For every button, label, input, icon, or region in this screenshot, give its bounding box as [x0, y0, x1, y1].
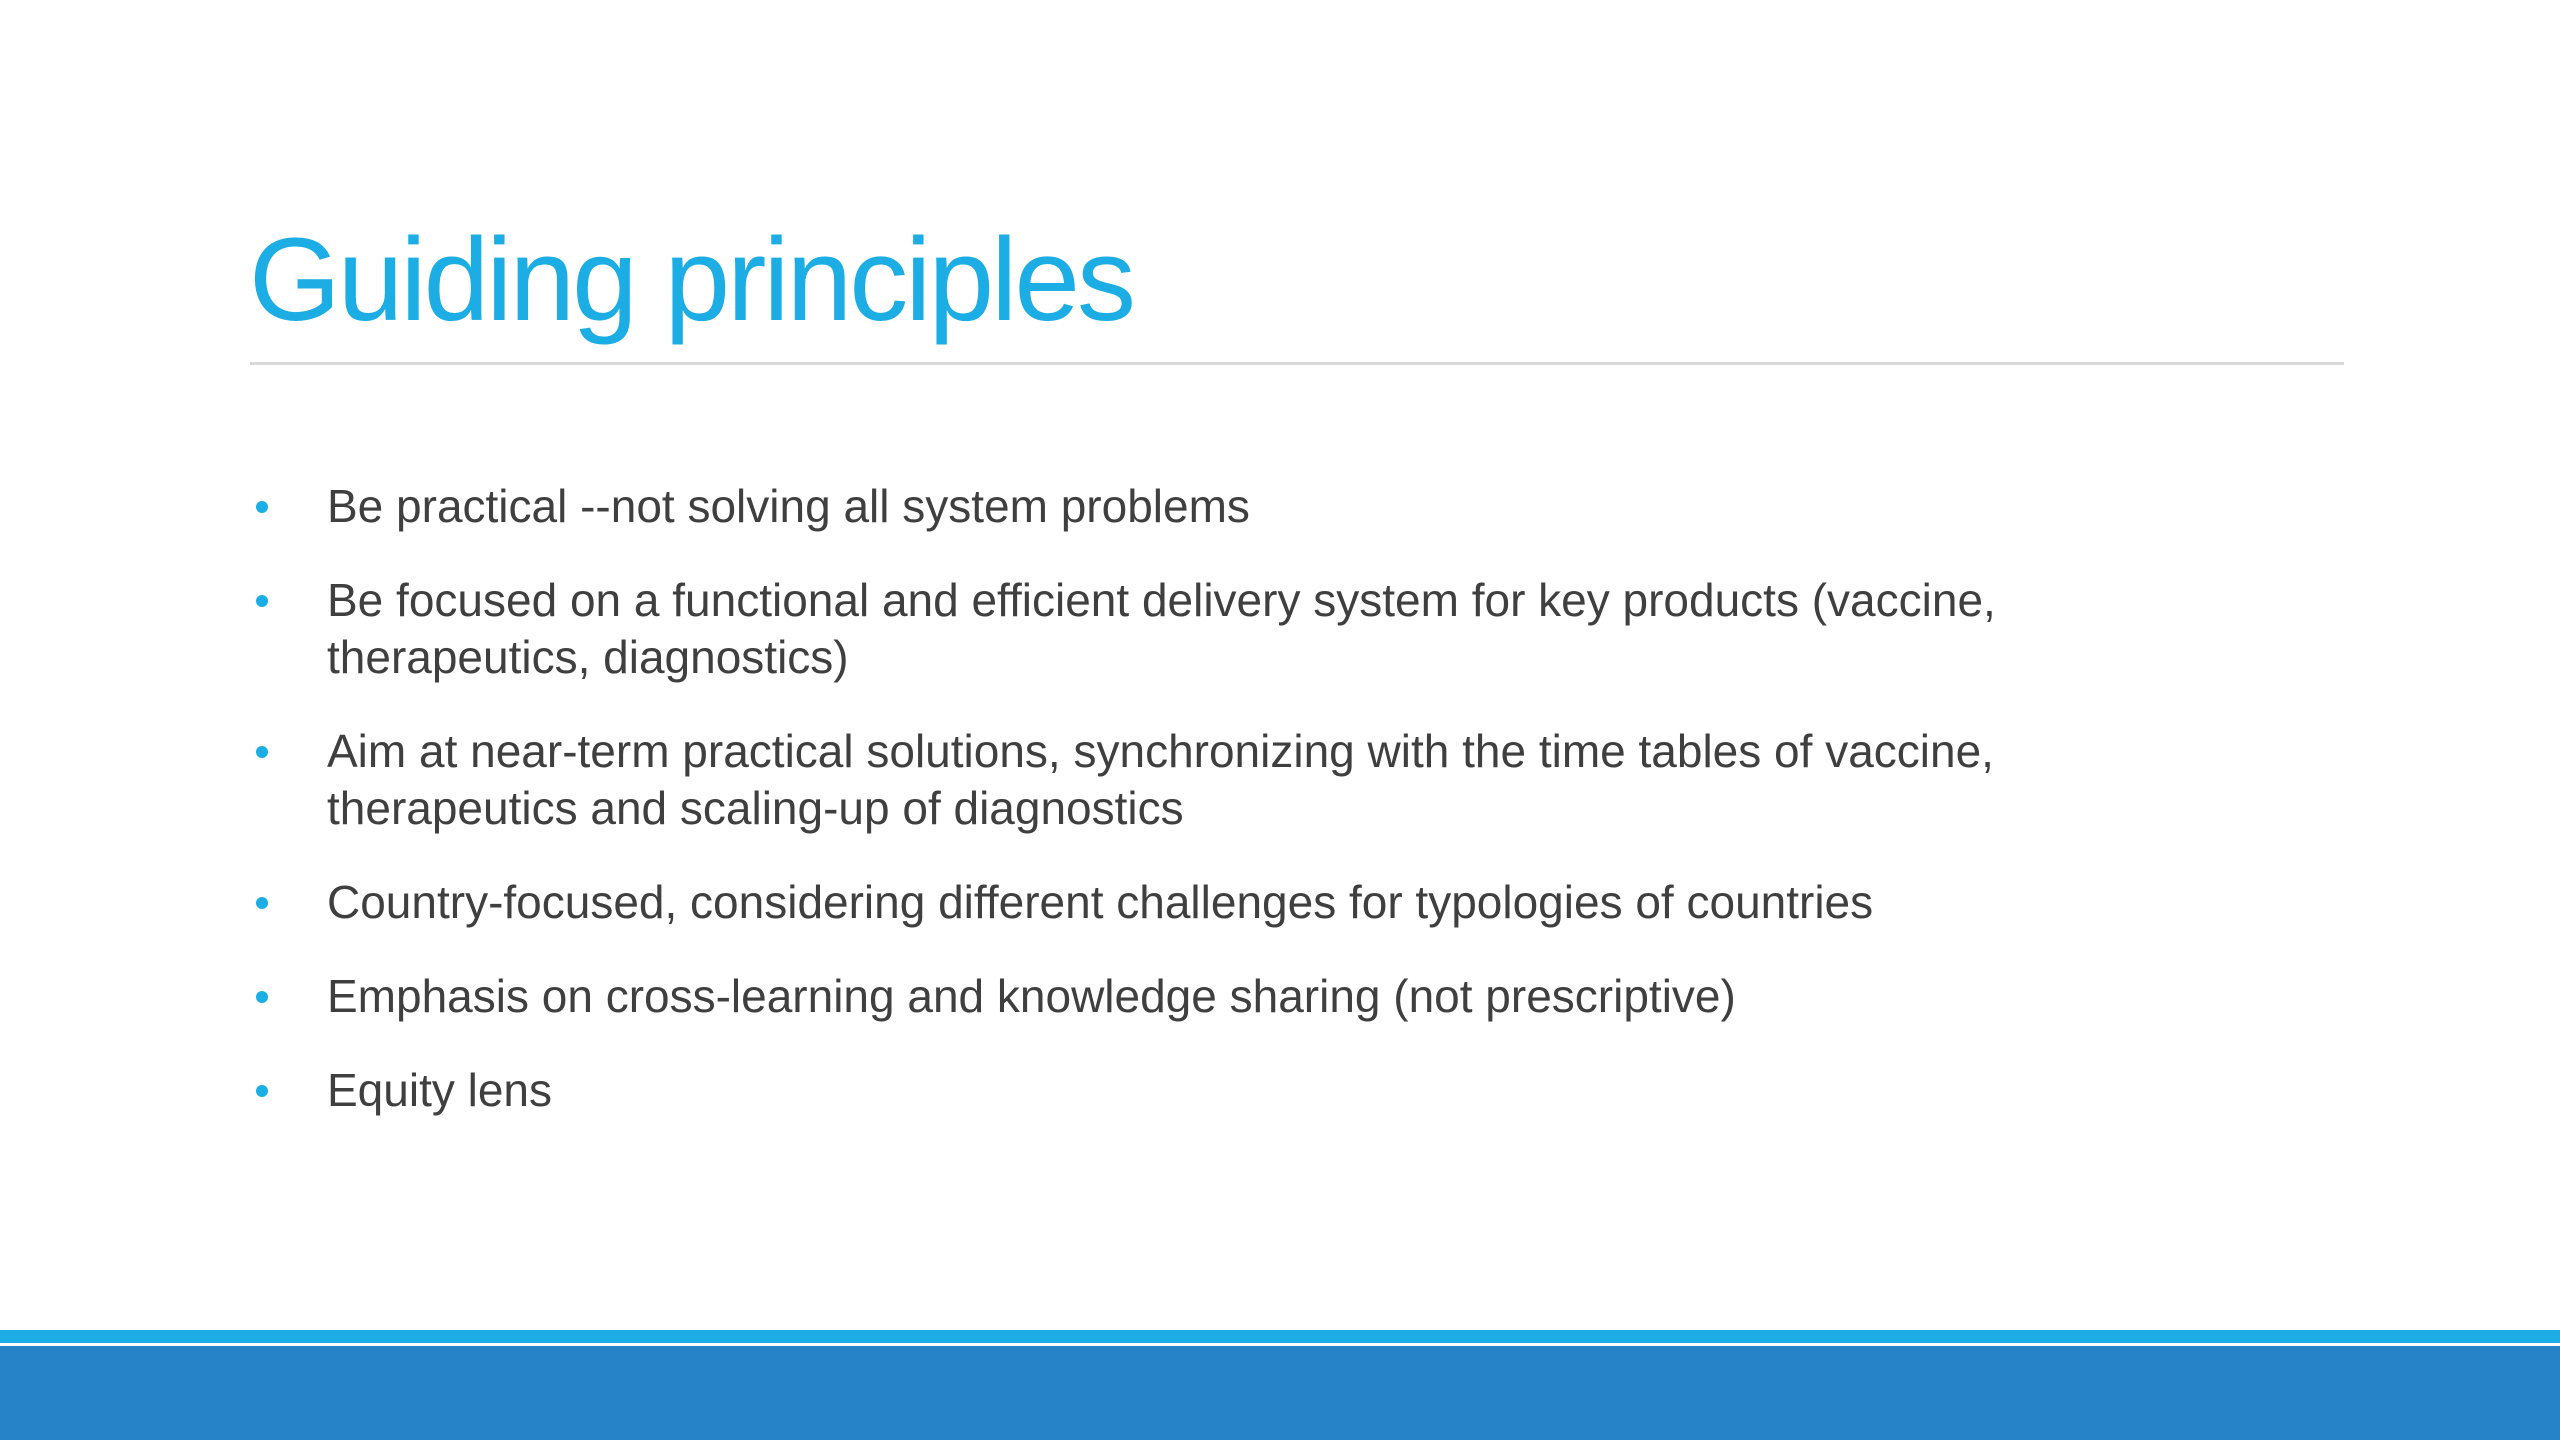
bullet-text: Be focused on a functional and efficient delivery system for key products (vaccine, therapeutics, diagnostics): [327, 574, 1996, 683]
bullet-item: [250, 723, 2250, 837]
bullet-icon: [256, 1085, 268, 1097]
bullet-icon: [256, 595, 268, 607]
bullet-icon: [256, 746, 268, 758]
bullet-list: [250, 478, 2250, 1156]
bullet-text: Emphasis on cross-learning and knowledge sharing (not prescriptive): [327, 970, 1736, 1022]
bullet-item: [250, 572, 2250, 686]
bullet-item: [250, 478, 2250, 535]
bullet-item: [250, 874, 2250, 931]
footer-band: [0, 1346, 2560, 1440]
bullet-item: [250, 1062, 2250, 1119]
bullet-text: Equity lens: [327, 1064, 553, 1116]
bullet-text: Aim at near-term practical solutions, synchronizing with the time tables of vaccine, therapeutics and scaling-up of diagnostics: [327, 725, 1994, 834]
bullet-icon: [256, 501, 268, 513]
slide-title: Guiding principles: [249, 214, 1133, 346]
bullet-item: [250, 968, 2250, 1025]
title-divider: [250, 362, 2344, 365]
bullet-text: Country-focused, considering different challenges for typologies of countries: [327, 876, 1874, 928]
footer-accent-stripe: [0, 1330, 2560, 1343]
bullet-icon: [256, 897, 268, 909]
bullet-icon: [256, 991, 268, 1003]
bullet-text: Be practical --not solving all system problems: [327, 480, 1250, 532]
